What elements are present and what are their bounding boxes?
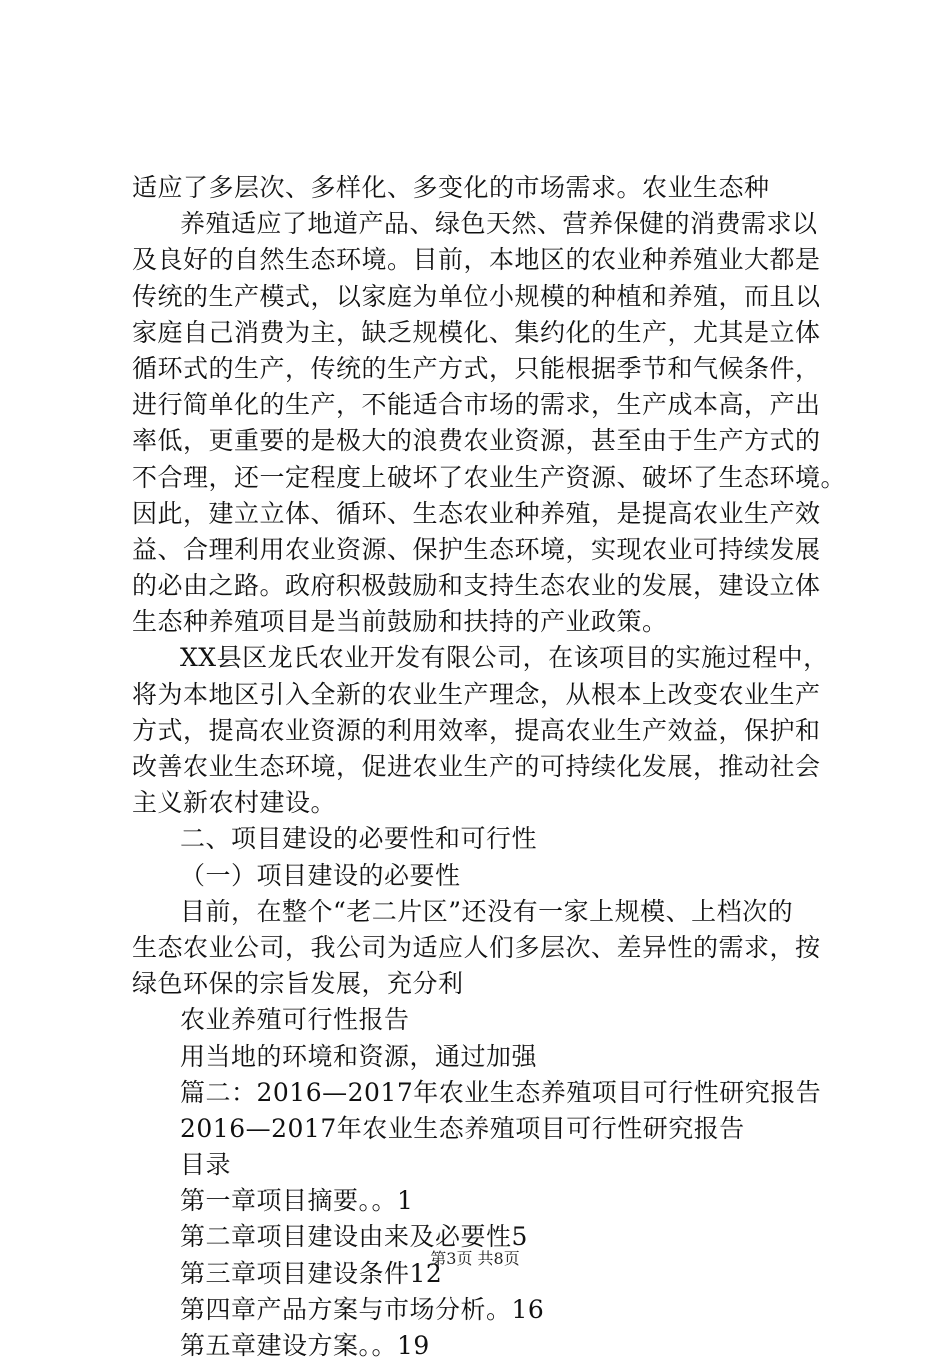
text-line: 用当地的环境和资源，通过加强 <box>180 1041 538 1071</box>
text-line: 的必由之路。政府积极鼓励和支持生态农业的发展，建设立体 <box>132 571 821 601</box>
toc-heading: 目录 <box>180 1150 232 1180</box>
text-line: 方式，提高农业资源的利用效率，提高农业生产效益，保护和 <box>132 715 821 745</box>
text-line: 适应了多层次、多样化、多变化的市场需求。农业生态种 <box>132 173 770 202</box>
text-line: 养殖适应了地道产品、绿色天然、营养保健的消费需求以 <box>180 209 818 239</box>
article-title: 2016—2017年农业生态养殖项目可行性研究报告 <box>180 1113 745 1143</box>
text-line: 生态农业公司，我公司为适应人们多层次、差异性的需求，按 <box>132 932 821 962</box>
text-line: 农业养殖可行性报告 <box>180 1005 410 1035</box>
toc-item: 第一章项目摘要。。1 <box>180 1186 414 1216</box>
text-line: 绿色环保的宗旨发展，充分利 <box>132 969 464 999</box>
text-line: 循环式的生产，传统的生产方式，只能根据季节和气候条件， <box>132 353 821 383</box>
toc-item: 第三章项目建设条件12 <box>180 1258 443 1288</box>
text-line: 生态种养殖项目是当前鼓励和扶持的产业政策。 <box>132 607 668 637</box>
text-line: 率低，更重要的是极大的浪费农业资源，甚至由于生产方式的 <box>132 426 821 456</box>
document-body <box>132 170 847 1364</box>
text-line: 家庭自己消费为主，缺乏规模化、集约化的生产，尤其是立体 <box>132 317 821 347</box>
text-line: 将为本地区引入全新的农业生产理念，从根本上改变农业生产 <box>132 679 821 709</box>
text-line: 改善农业生态环境，促进农业生产的可持续化发展，推动社会 <box>132 752 821 781</box>
text-line: 传统的生产模式，以家庭为单位小规模的种植和养殖，而且以 <box>132 281 821 311</box>
text-line: 进行简单化的生产，不能适合市场的需求，生产成本高，产出 <box>132 390 821 420</box>
page-number: 第3页 共8页 <box>430 1249 520 1268</box>
text-line: 及良好的自然生态环境。目前，本地区的农业种养殖业大都是 <box>132 245 821 275</box>
text-line: 因此，建立立体、循环、生态农业种养殖，是提高农业生产效 <box>132 498 821 528</box>
subsection-heading: （一）项目建设的必要性 <box>180 860 461 890</box>
toc-item: 第五章建设方案。。19 <box>180 1331 430 1360</box>
text-line: 益、合理利用农业资源、保护生态环境，实现农业可持续发展 <box>132 534 821 564</box>
text-line: 不合理，还一定程度上破坏了农业生产资源、破坏了生态环境。 <box>132 462 847 492</box>
text-line: XX县区龙氏农业开发有限公司，在该项目的实施过程中， <box>180 643 829 673</box>
toc-item: 第二章项目建设由来及必要性5 <box>180 1222 528 1252</box>
toc-item: 第四章产品方案与市场分析。16 <box>180 1294 545 1324</box>
section-heading: 二、项目建设的必要性和可行性 <box>180 824 538 854</box>
article-title: 篇二：2016—2017年农业生态养殖项目可行性研究报告 <box>180 1077 822 1107</box>
text-line: 目前，在整个“老二片区”还没有一家上规模、上档次的 <box>180 896 794 926</box>
text-line: 主义新农村建设。 <box>132 788 337 818</box>
